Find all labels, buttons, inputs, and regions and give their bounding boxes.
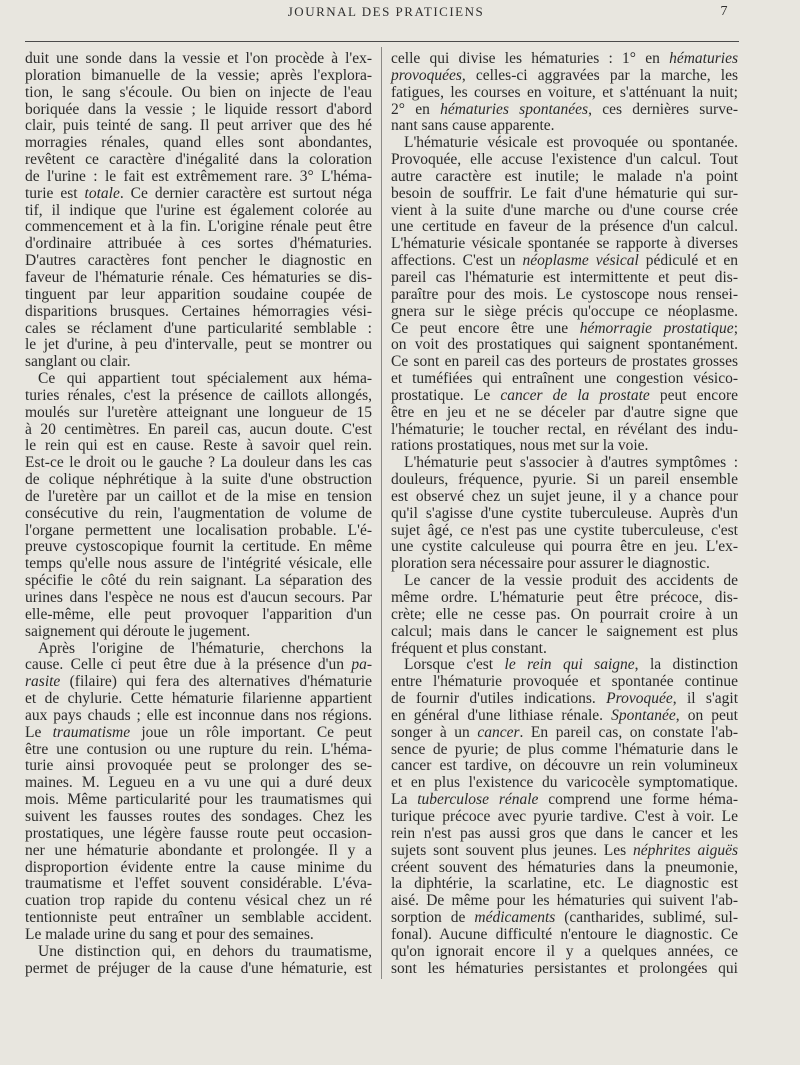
text-line: le jet d'urine, à peu d'intervalle, peut se montrer ou [25,336,372,354]
text-line: disparitions brusques. Certaines hémorragies vési- [25,302,372,320]
text-line: Une distinction qui, en dehors du traumatisme, [38,942,372,960]
text-line: Le malade urine du sang et pour des semaines. [25,925,314,943]
text-line: la diphtérie, la scarlatine, etc. Le diagnostic est [391,875,738,893]
text-line: boriquée dans la vessie ; le liquide ressort d'abord [25,100,372,118]
text-line: nant sans cause apparente. [391,117,555,135]
text-line: de l'urine : le fait est extrêmement rare. 3° L'héma- [25,167,372,185]
text-line: autre caractère est inutile; le malade n'a point [391,167,738,185]
text-line: crète; elle ne cesse pas. On pourrait croire à un [391,605,738,623]
text-run: La [391,791,418,809]
text-line: suivent les fausses routes des sondages. Chez les [25,807,372,825]
text-run: Le [25,723,53,741]
text-line [25,186,372,203]
text-line: calcul; mais dans le cancer le saignement est plus [391,622,738,640]
text-line: moulés sur l'uretère atteignant une longueur de 15 [25,403,372,421]
text-line: même ordre. L'hématurie peut être précoce, dis- [391,589,738,606]
text-line: pareil cas l'hématurie est intermittente et peut dis- [391,268,738,286]
text-line [391,708,738,725]
text-run: , celles-ci aggravées par la marche, les [461,66,738,84]
text-line: duit une sonde dans la vessie et l'on procède à l'ex- [25,50,372,67]
text-line: cales se réclament d'une particularité semblable : [25,319,372,337]
text-line: être une contusion ou une rupture du rein. L'héma- [25,740,372,758]
text-line: commencement et à la fin. L'origine rénale peut être [25,218,372,236]
text-line [25,657,372,674]
text-line: tif, il indique que l'urine est également colorée au [25,201,372,219]
text-line: de l'uretère par un caillot et de la mise en tension [25,487,372,505]
text-line [391,792,738,809]
text-line: cancer est tardive, on découvre un rein volumineux [391,757,738,775]
text-line: sence de pyurie; de plus comme l'hématurie dans le [391,740,738,758]
text-line [391,253,738,270]
left-column [25,51,372,977]
header-rule [25,41,739,42]
text-line: gnera sur le siège précis qu'occupe ce néoplasme. [391,302,738,320]
text-run: . En pareil cas, on constate l'ab- [519,723,739,741]
text-run: , la distinction [634,656,739,674]
text-line: ner une hématurie abondante et prolongée. Il y a [25,841,372,859]
text-line: sanglant ou clair. [25,353,131,371]
text-run: , ces dernières surve- [588,100,739,118]
italic-text-run: pa- [351,656,372,674]
text-line: tentionniste peut entraîner un semblable accident. [25,909,372,927]
text-line [25,674,372,691]
text-line: urines dans l'espèce ne nous est d'aucun secours. Par [25,589,372,606]
text-run: ; [733,319,738,337]
text-line: Ce sont en pareil cas des porteurs de prostates grosses [391,353,738,371]
text-line: Est-ce le droit ou le gauche ? La douleur dans les cas [25,454,372,472]
text-line: cuation trop rapide du contenu vésical chez un ré [25,892,372,910]
text-line [391,691,738,708]
text-line [391,51,738,68]
right-column [391,51,738,977]
text-line: on voit des prostatiques qui saignent spontanément. [391,336,738,354]
text-line: L'hématurie vésicale spontanée se rapporte à diverses [391,235,738,253]
text-line: fréquent et plus constant. [391,639,547,657]
text-line: être en jeu et ne se déceler par d'autre signe que [391,403,738,421]
text-line: le rein qui est en cause. Reste à savoir quel rein. [25,437,372,455]
text-run: sorption de [391,909,475,927]
text-line: mois. Même particularité pour les traumatismes qui [25,791,372,809]
text-line [391,102,738,119]
text-run: prostatique. Le [391,386,501,404]
text-line: rations prostatiques, nous met sur la voie. [391,437,649,455]
text-line: d'ordinaire attribuée à ces sortes d'hématuries. [25,235,372,253]
text-run: joue un rôle important. Ce peut [130,723,372,741]
text-run: , on peut [675,706,738,724]
text-line: Après l'origine de l'hématurie, cherchons la [38,639,372,657]
italic-text-run: tuberculose rénale [417,791,539,809]
text-line: sont les hématuries persistantes et prolongées qui [391,959,738,977]
text-line: vient à la suite d'une marche ou d'une course crée [391,201,738,219]
text-run: Ce peut encore être une [391,319,580,337]
text-line [391,388,738,405]
text-line: Le cancer de la vessie produit des accidents de [404,572,738,590]
text-line: douleurs, fréquence, pyurie. Si un pareil ensemble [391,471,738,489]
text-line: disproportion évidente entre la cause minime du [25,858,372,876]
text-line: qu'on ignorait encore il y a quelques années, ce [391,942,738,960]
text-line: besoin de souffrir. Le fait d'une hématurie qui sur- [391,184,738,202]
text-line: elle-même, elle peut provoquer l'apparition d'un [25,605,372,623]
text-run: cause. Celle ci peut être due à la présence d'un [25,656,352,674]
text-run: affections. C'est un [391,252,523,270]
text-line: et de chylurie. Cette hématurie filarienne appartient [25,690,372,708]
text-line: L'hématurie peut s'associer à d'autres symptômes : [404,454,738,472]
text-line: et en plus l'existence du varicocèle symptomatique. [391,774,738,792]
text-line: traumatisme et l'effet souvent considérable. L'éva- [25,875,372,893]
text-line: revêtent ce caractère d'inégalité dans la coloration [25,151,372,169]
text-line: fatigues, les courses en voiture, et s'atténuant la nuit; [391,83,738,101]
italic-text-run: néphrites aiguës [633,841,738,859]
text-run: celle qui divise les hématuries : 1° en [391,50,670,67]
text-line: morragies rénales, quand elles sont abondantes, [25,134,372,152]
italic-text-run: médicaments [474,909,556,927]
italic-text-run: hémorragie prostatique [579,319,734,337]
text-run: , il s'agit [672,690,738,708]
text-run: (filaire) qui fera des alternatives d'hématurie [60,673,372,691]
text-line [391,910,738,927]
italic-text-run: le rein qui saigne [504,656,635,674]
text-line: créent souvent des hématuries dans la pneumonie, [391,858,738,876]
italic-text-run: Provoquée [606,690,673,708]
italic-text-run: cancer [477,723,520,741]
text-line [391,657,738,674]
text-line: spécifie le côté du rein saignant. La séparation des [25,572,372,590]
text-run: peut encore [649,386,738,404]
text-line: ploration bimanuelle de la vessie; après l'explora- [25,66,372,84]
text-run: pédiculé et en [638,252,738,270]
text-line: turie ainsi provoquée peut se prolonger des se- [25,757,372,775]
text-line [391,68,738,85]
text-line: à 20 centimètres. En pareil cas, aucun doute. C'est [25,420,372,438]
text-line: permet de préjuger de la cause d'une hématurie, est [25,959,372,977]
text-line: turies rénales, c'est la présence de caillots allongés, [25,386,372,404]
column-divider [381,47,382,979]
text-line [391,321,738,338]
text-line: clair, puis teinté de sang. Il peut arriver que des hé [25,117,372,135]
text-line: turique précoce avec pyurie tardive. C'est à voir. Le [391,807,738,825]
text-line: tion, le sang s'écoule. Ou bien on injecte de l'eau [25,83,372,101]
italic-text-run: néoplasme vésical [522,252,639,270]
text-line: entre l'hématurie provoquée et spontanée continue [391,673,738,691]
text-line: de colique néphrétique à la suite d'une obstruction [25,471,372,489]
text-run: (cantharides, sublimé, sul- [555,909,739,927]
text-line: consécutive du rein, l'augmentation de volume de [25,504,372,522]
italic-text-run: provoquées [391,66,462,84]
text-line: Ce qui appartient tout spécialement aux héma- [38,370,372,388]
italic-text-run: totale [84,184,120,202]
text-line: maines. M. Legueu en a vu une qui a duré deux [25,774,372,792]
text-line: qu'il s'agisse d'une cystite tuberculeuse. Auprès d'un [391,504,738,522]
text-line: fonal). Aucune difficulté n'entoure le diagnostic. Ce [391,925,738,943]
text-run: comprend une forme héma- [538,791,738,809]
journal-title: JOURNAL DES PRATICIENS [287,4,485,19]
text-line: temps qu'elle nous assure de l'intégrité vésicale, elle [25,555,372,573]
text-line: saignement qui déroute le jugement. [25,622,251,640]
text-line: aisé. De même pour les hématuries qui suivent l'ab- [391,892,738,910]
text-run: en général d'une lithiase rénale. [391,706,612,724]
text-line [391,725,738,742]
text-line: ploration sera nécessaire pour assurer le diagnostic. [391,555,710,573]
text-line [25,725,372,742]
text-line: aux pays chauds ; elle est inconnue dans nos régions. [25,706,372,724]
text-line: l'hématurie; le toucher rectal, en révélant des indu- [391,420,738,438]
text-line: une certitude en faveur de la présence d'un calcul. [391,218,738,236]
text-line: L'hématurie vésicale est provoquée ou spontanée. [404,134,738,152]
text-line: paraître pour des mois. Le cystoscope nous rensei- [391,285,738,303]
text-run: sujets sont souvent plus jeunes. Les [391,841,634,859]
italic-text-run: hématuries spontanées [440,100,589,118]
italic-text-run: cancer de la prostate [500,386,650,404]
text-run: de fournir d'utiles indications. [391,690,607,708]
text-line: Provoquée, elle accuse l'existence d'un calcul. Tout [391,151,738,169]
text-line: tinguent par leur apparition soudaine coupée de [25,285,372,303]
italic-text-run: rasite [25,673,61,691]
text-run: 2° en [391,100,441,118]
text-line: D'autres caractères font pencher le diagnostic en [25,252,372,270]
text-line: faveur de l'hématurie rénale. Ces hématuries se dis- [25,268,372,286]
italic-text-run: hématuries [669,50,738,67]
text-run: Lorsque c'est [404,656,505,674]
page-number: 7 [720,4,728,19]
text-line: une cystite calculeuse qui pourra être en jeu. L'ex- [391,538,738,556]
text-line: et tuméfiées qui entraînent une congestion vésico- [391,370,738,388]
text-run: songer à un [391,723,478,741]
text-line: rein n'est pas aussi gros que dans le cancer et les [391,824,738,842]
text-run: turie est [25,184,85,202]
italic-text-run: traumatisme [52,723,131,741]
text-line: preuve cystoscopique fournit la certitude. En même [25,538,372,556]
text-run: . Ce dernier caractère est surtout néga [119,184,372,202]
text-line: l'organe permettent une localisation probable. L'é- [25,521,372,539]
text-line [391,843,738,860]
text-line: sujet âgé, ce n'est pas une cystite tuberculeuse, c'est [391,521,738,539]
text-line: est observé chez un sujet jeune, il y a chance pour [391,487,738,505]
italic-text-run: Spontanée [611,706,676,724]
text-line: prostatiques, une légère fausse route peut occasion- [25,824,372,842]
